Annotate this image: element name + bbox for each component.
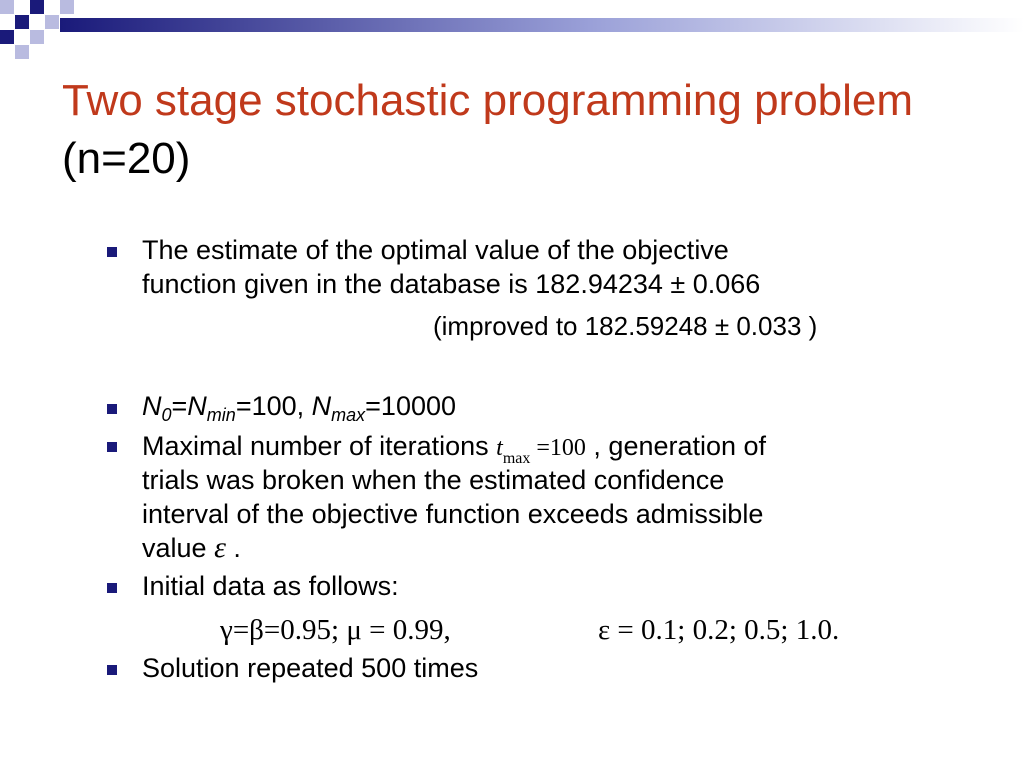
bullet-3-text-post: , generation of bbox=[585, 431, 767, 461]
tmax-subscript: max bbox=[502, 450, 531, 467]
bullet-marker bbox=[107, 247, 117, 257]
title-paren: (n=20) bbox=[62, 134, 191, 183]
bullet-marker bbox=[107, 442, 117, 452]
bullet-1-line-3: (improved to 182.59248 ± 0.033 ) bbox=[433, 311, 818, 341]
tmax-symbol: t bbox=[496, 435, 503, 461]
nmin-subscript: min bbox=[206, 405, 236, 425]
n0-symbol: N bbox=[142, 391, 162, 421]
bullet-3-line-4 bbox=[142, 532, 241, 564]
bullet-1-line-1: The estimate of the optimal value of the objective bbox=[142, 235, 729, 265]
bullet-3-text-pre: Maximal number of iterations bbox=[142, 431, 489, 461]
nmin-symbol: N bbox=[187, 391, 207, 421]
n0-subscript: 0 bbox=[161, 405, 172, 425]
bullet-3-line-2: trials was broken when the estimated confidence bbox=[142, 465, 725, 495]
title-main: Two stage stochastic programming problem bbox=[62, 76, 914, 125]
bullet-marker bbox=[107, 404, 117, 414]
nmax-value: =10000 bbox=[365, 391, 457, 421]
bullet-3-line-3: interval of the objective function exceeds admissible bbox=[142, 499, 764, 529]
period: . bbox=[225, 533, 241, 563]
epsilon-symbol: ε bbox=[214, 531, 226, 564]
bullet-4-line: Initial data as follows: bbox=[142, 571, 399, 601]
nmin-value: =100, bbox=[235, 391, 312, 421]
bullet-5-line: Solution repeated 500 times bbox=[142, 653, 479, 683]
formula-gamma-beta-mu: γ=β=0.95; μ = 0.99, bbox=[220, 614, 451, 646]
bullet-marker bbox=[107, 583, 117, 593]
bullet-1-line-2: function given in the database is 182.94234 ± 0.066 bbox=[142, 269, 761, 299]
eq-sign: = bbox=[171, 391, 188, 421]
bullet-2-line bbox=[142, 390, 457, 425]
nmax-symbol: N bbox=[311, 391, 332, 421]
tmax-formula bbox=[496, 435, 586, 467]
tmax-value: =100 bbox=[530, 435, 586, 461]
value-word: value bbox=[142, 533, 207, 563]
nmax-subscript: max bbox=[331, 405, 366, 425]
bullet-marker bbox=[107, 665, 117, 675]
formula-epsilon-values: ε = 0.1; 0.2; 0.5; 1.0. bbox=[598, 614, 840, 646]
